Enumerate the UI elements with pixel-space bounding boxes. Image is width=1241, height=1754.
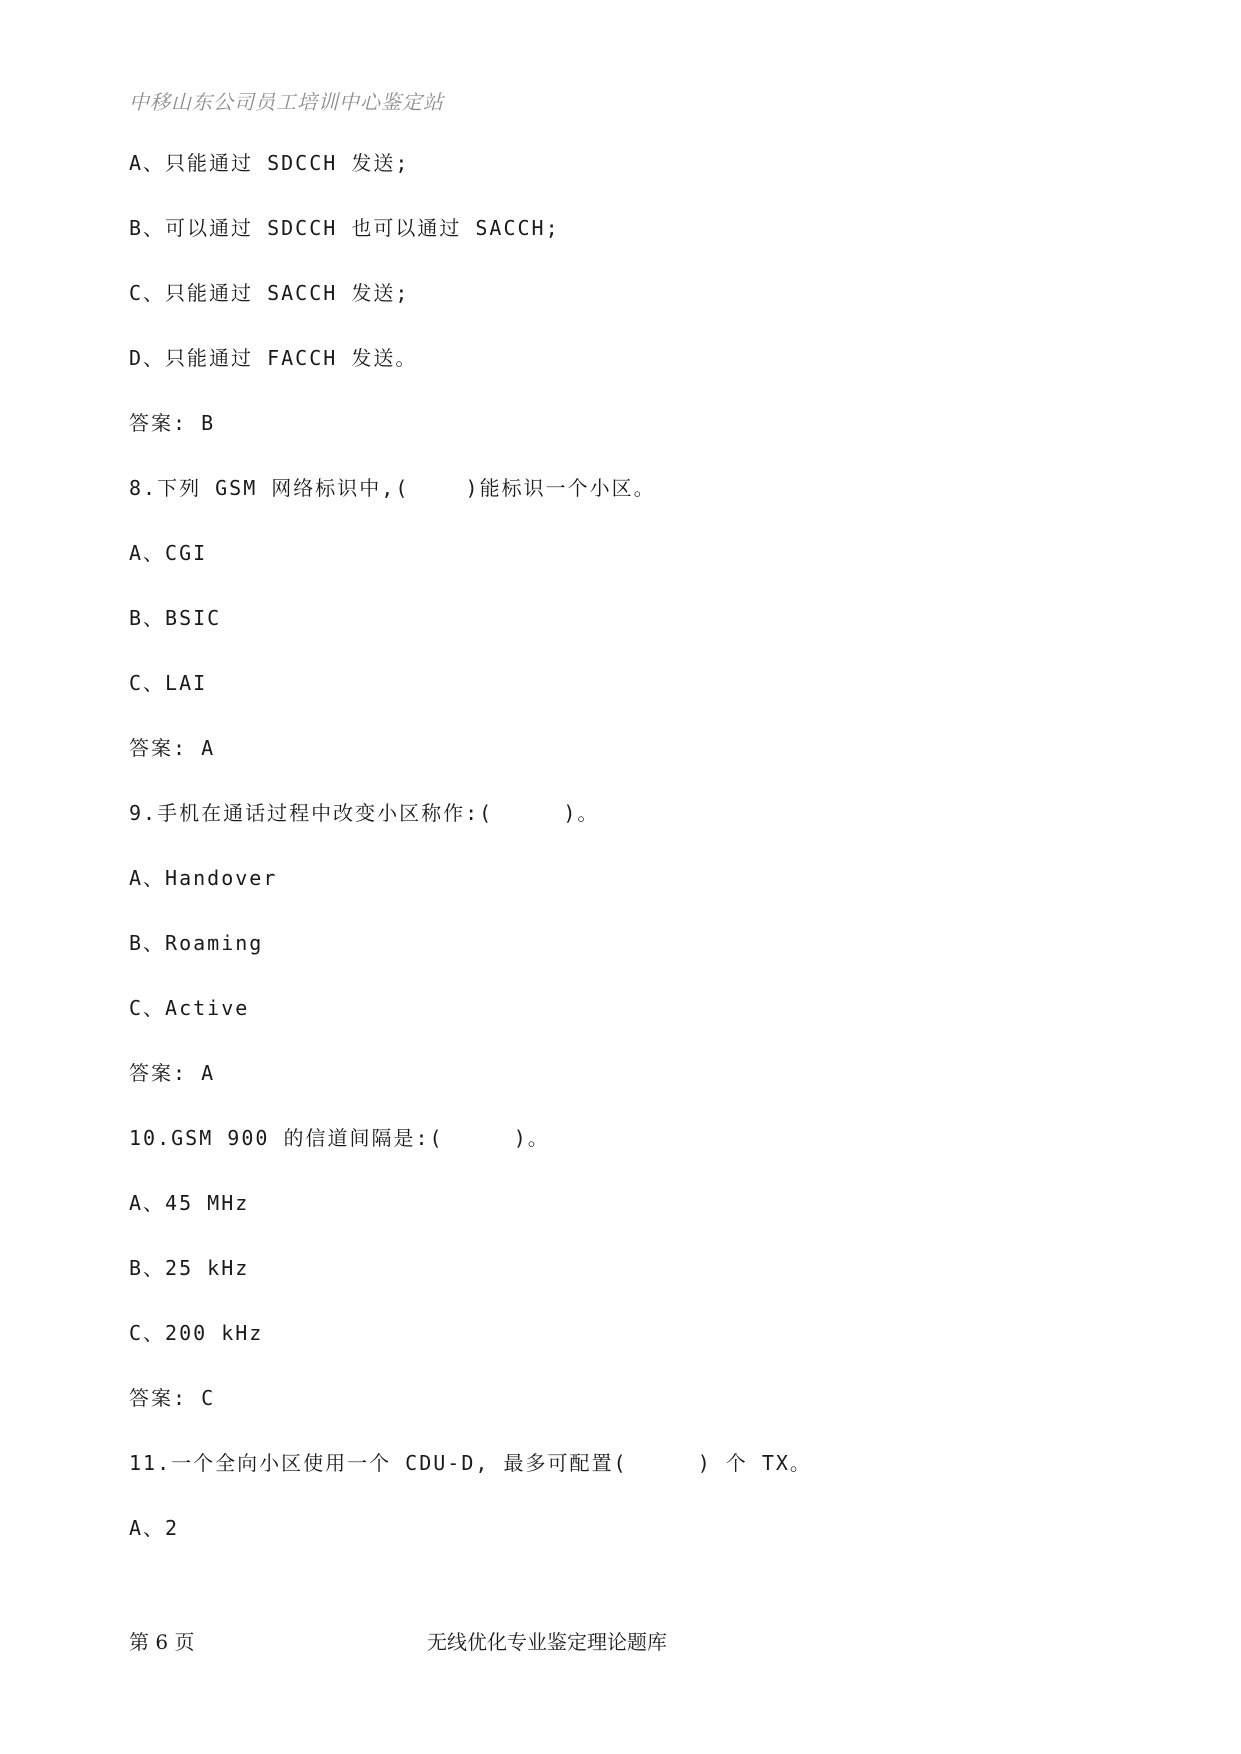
option-line: B、25 kHz [129, 1256, 250, 1280]
question-line: 11.一个全向小区使用一个 CDU-D, 最多可配置( ) 个 TX。 [129, 1451, 812, 1475]
option-line: A、只能通过 SDCCH 发送; [129, 151, 410, 175]
option-line: C、Active [129, 996, 250, 1020]
footer-page-number: 第 6 页 [129, 1630, 195, 1654]
answer-line: 答案: A [129, 1061, 216, 1085]
option-line: A、Handover [129, 866, 278, 890]
header-watermark: 中移山东公司员工培训中心鉴定站 [129, 90, 444, 114]
option-line: C、200 kHz [129, 1321, 264, 1345]
footer-title: 无线优化专业鉴定理论题库 [427, 1630, 667, 1654]
option-line: C、LAI [129, 671, 208, 695]
option-line: B、可以通过 SDCCH 也可以通过 SACCH; [129, 216, 560, 240]
answer-line: 答案: C [129, 1386, 216, 1410]
question-line: 10.GSM 900 的信道间隔是:( )。 [129, 1126, 550, 1150]
option-line: B、BSIC [129, 606, 222, 630]
question-line: 8.下列 GSM 网络标识中,( )能标识一个小区。 [129, 476, 656, 500]
option-line: A、2 [129, 1516, 180, 1540]
option-line: C、只能通过 SACCH 发送; [129, 281, 410, 305]
answer-line: 答案: A [129, 736, 216, 760]
option-line: A、CGI [129, 541, 208, 565]
option-line: A、45 MHz [129, 1191, 250, 1215]
option-line: B、Roaming [129, 931, 264, 955]
question-line: 9.手机在通话过程中改变小区称作:( )。 [129, 801, 600, 825]
option-line: D、只能通过 FACCH 发送。 [129, 346, 418, 370]
answer-line: 答案: B [129, 411, 216, 435]
